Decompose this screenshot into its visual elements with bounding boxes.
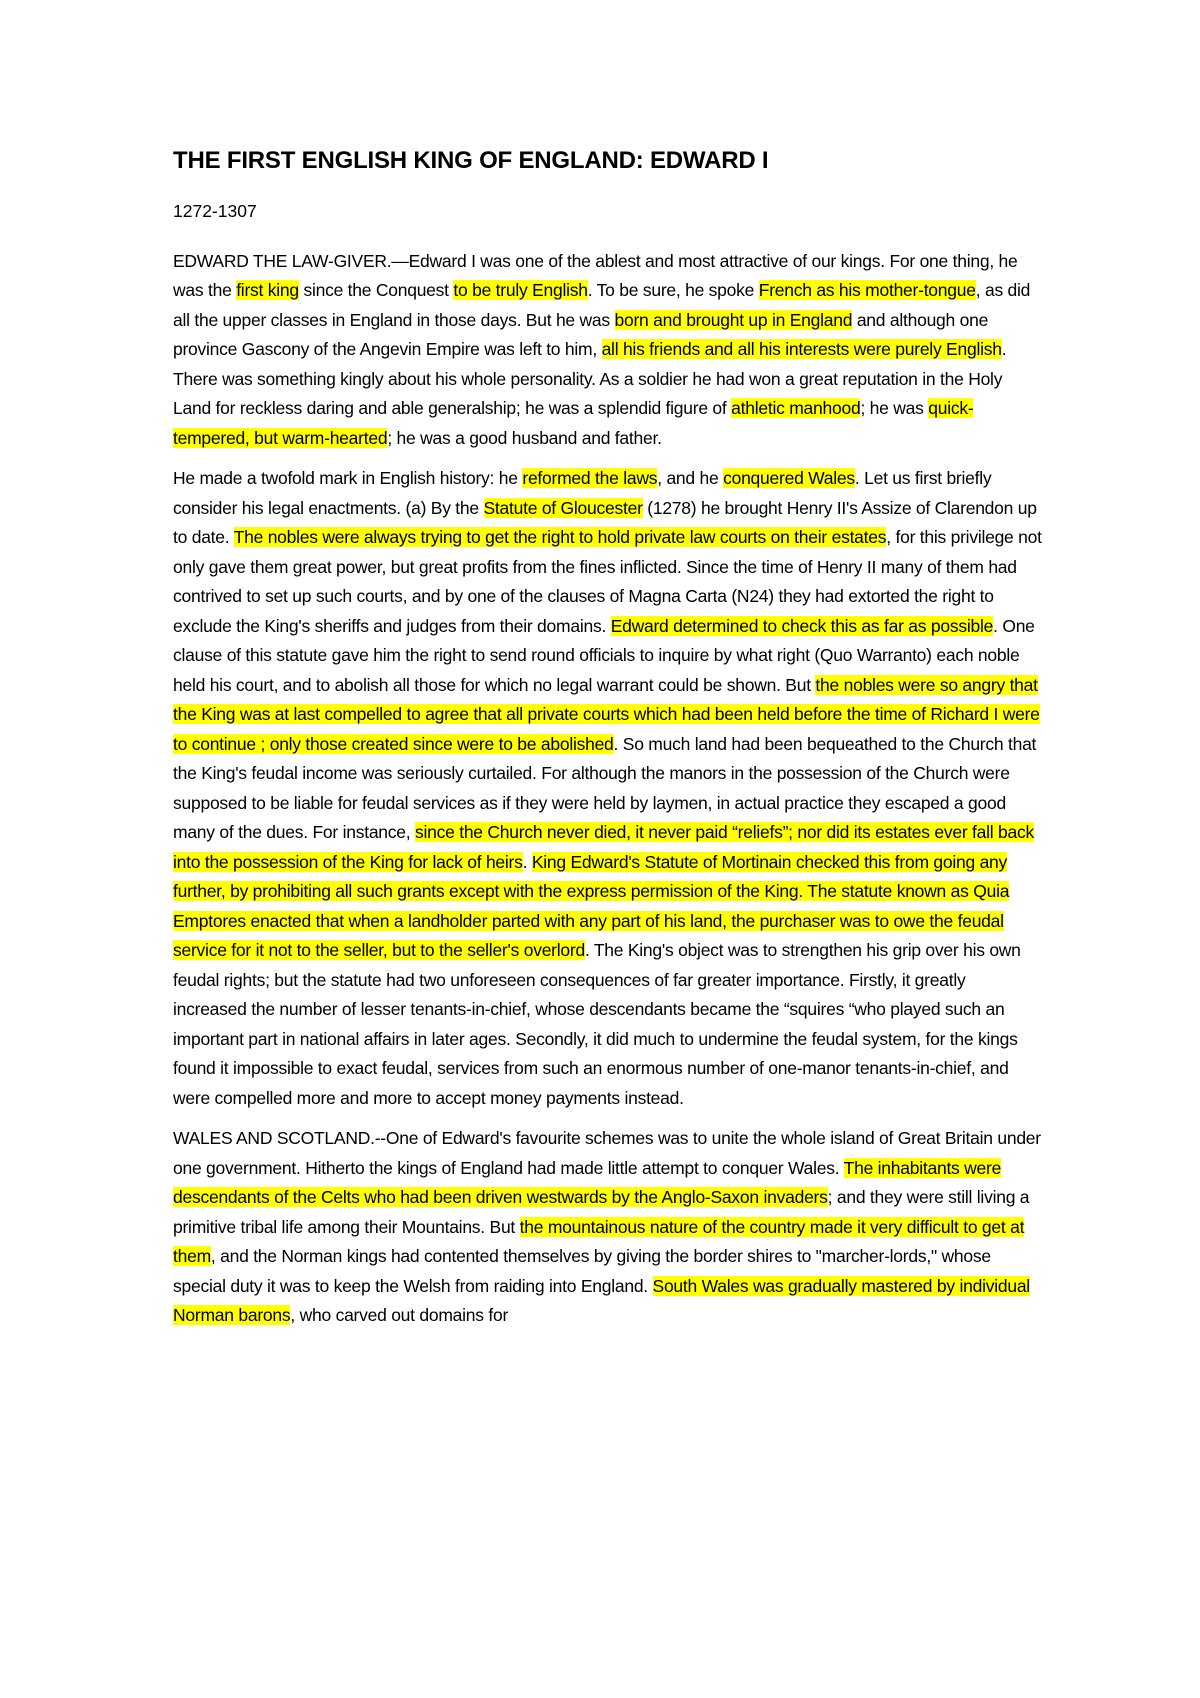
paragraph (173, 1124, 1043, 1331)
text-segment: ; he was a good husband and father. (387, 427, 662, 448)
text-segment: EDWARD THE LAW-GIVER.—Edward I was one of the ablest and most attractive of our kings. For one thing, he was the (173, 250, 1018, 300)
highlighted-text: South Wales was gradually mastered by individual Norman barons (173, 1275, 1030, 1325)
text-segment: ; he was (860, 398, 929, 418)
text-segment: , for this privilege not only gave them great power, but great profits from the fines inflicted. Since the time of Henry II many of them had contrived to set up such courts, and by one of the clauses of Magna Carta (N24) they had extorted the right to exclude the King's sheriffs and judges from their domains. (173, 527, 1042, 636)
highlighted-text: King Edward's Statute of Mortinain checked this from going any further, by prohibiting all such grants except with the express permission of the King. The statute known as Quia Emptores enacted that when a landholder parted with any part of his land, the purchaser was to owe the feudal service for it not to the seller, but to the seller's overlord (173, 851, 1010, 960)
highlighted-text: to be truly English (453, 280, 588, 300)
text-segment: , and the Norman kings had contented themselves by giving the border shires to "marcher-lords," whose special duty it was to keep the Welsh from raiding into England. (173, 1246, 991, 1296)
highlighted-text: The inhabitants were descendants of the Celts who had been driven westwards by the Anglo-Saxon invaders (173, 1157, 1002, 1207)
reign-dates: 1272-1307 (173, 201, 257, 221)
text-segment: . There was something kingly about his whole personality. As a soldier he had won a great reputation in the Holy Land for reckless daring and able generalship; he was a splendid figure of (173, 339, 1007, 418)
paragraphs-container (173, 247, 1043, 1331)
highlighted-text: all his friends and all his interests were purely English (601, 339, 1002, 359)
text-segment: and although one province Gascony of the Angevin Empire was left to him, (173, 309, 989, 359)
highlighted-text: French as his mother-tongue (758, 280, 976, 300)
text-segment: . The King's object was to strengthen his grip over his own feudal rights; but the statute had two unforeseen consequences of far greater importance. Firstly, it greatly increased the number of lesser tenants-in-chief, whose descendants became the “squires “who played such an important part in national affairs in later ages. Secondly, it did much to undermine the feudal system, for the kings found it impossible to exact feudal, services from such an enormous number of one-manor tenants-in-chief, and were compelled more and more to accept money payments instead. (173, 940, 1021, 1108)
highlighted-text: first king (236, 280, 299, 300)
document-title: THE FIRST ENGLISH KING OF ENGLAND: EDWARD I (173, 147, 769, 174)
highlighted-text: reformed the laws (522, 468, 658, 488)
text-segment: since the Conquest (298, 280, 454, 300)
highlighted-text: Statute of Gloucester (483, 497, 643, 518)
text-segment: He made a twofold mark in English history: he (173, 468, 523, 488)
text-segment: . So much land had been bequeathed to the Church that the King's feudal income was seriously curtailed. For although the manors in the possession of the Church were supposed to be liable for feudal services as if they were held by laymen, in actual practice they escaped a good many of the dues. For instance, (173, 733, 1037, 842)
text-segment: . (522, 851, 532, 872)
highlighted-text: conquered Wales (723, 468, 855, 488)
text-segment: ; and they were still living a primitive tribal life among their Mountains. But (173, 1187, 1030, 1237)
highlighted-text: the mountainous nature of the country made it very difficult to get at them (173, 1216, 1025, 1266)
highlighted-text: The nobles were always trying to get the right to hold private law courts on their estates (233, 527, 887, 547)
text-segment: (1278) he brought Henry II's Assize of Clarendon up to date. (173, 497, 1037, 547)
paragraph (173, 464, 1043, 1113)
text-segment: . One clause of this statute gave him the right to send round officials to inquire by what right (Quo Warranto) each noble held his court, and to abolish all those for which no legal warrant could be shown. But (173, 615, 1035, 695)
text-segment: WALES AND SCOTLAND.--One of Edward's favourite schemes was to unite the whole island of Great Britain under one government. Hitherto the kings of England had made little attempt to conquer Wales. (173, 1128, 1041, 1178)
highlighted-text: athletic manhood (731, 398, 861, 418)
highlighted-text: the nobles were so angry that the King was at last compelled to agree that all private courts which had been held before the time of Richard I were to continue ; only those created since were to be abolished (173, 674, 1040, 754)
highlighted-text: Edward determined to check this as far as possible (610, 615, 994, 636)
paragraph (173, 247, 1043, 454)
text-segment: . Let us first briefly consider his legal enactments. (a) By the (173, 468, 992, 518)
text-segment: , and he (657, 468, 724, 488)
document-body (173, 146, 1043, 1342)
text-segment: , as did all the upper classes in England in those days. But he was (173, 280, 1031, 330)
highlighted-text: quick-tempered, but warm-hearted (173, 398, 974, 448)
highlighted-text: born and brought up in England (614, 309, 853, 330)
highlighted-text: since the Church never died, it never paid “reliefs”; nor did its estates ever fall back into the possession of the King for lack of heirs (173, 822, 1035, 872)
text-segment: . To be sure, he spoke (587, 280, 759, 300)
text-segment: , who carved out domains for (290, 1305, 509, 1325)
